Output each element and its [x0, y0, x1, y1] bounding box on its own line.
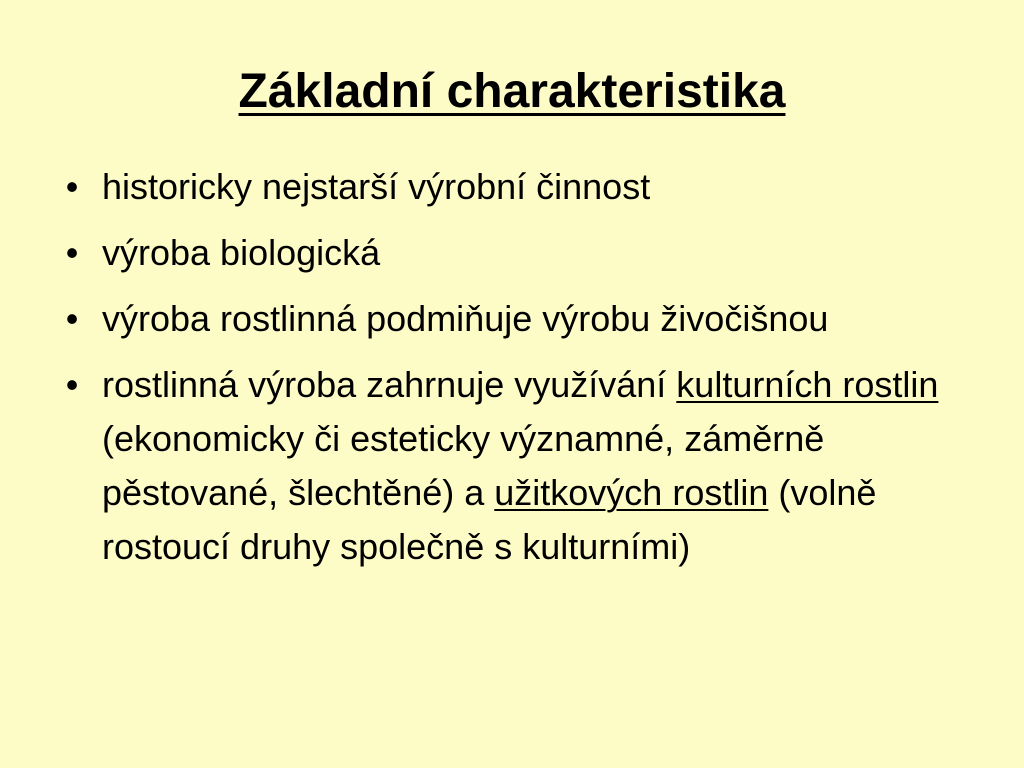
- bullet-text-segment: (ekonomicky či esteticky významné, záměrně pěstované, šlechtěné) a: [102, 418, 825, 513]
- bullet-icon: •: [65, 166, 79, 207]
- slide-title: Základní charakteristika: [238, 65, 786, 118]
- bullet-list: [60, 160, 980, 586]
- bullet-text: výroba biologická: [102, 232, 381, 273]
- kulturni-rostliny-link[interactable]: kulturních rostlin: [676, 364, 939, 405]
- bullet-text-segment: rostlinná výroba zahrnuje využívání: [102, 364, 677, 405]
- bullet-icon: •: [65, 298, 79, 339]
- bullet-text-segment: (volně rostoucí druhy společně s kulturními): [102, 472, 877, 567]
- bullet-icon: •: [65, 232, 79, 273]
- bullet-text: [102, 364, 938, 567]
- bullet-item: [60, 358, 980, 574]
- bullet-item: [60, 226, 980, 280]
- bullet-item: [60, 292, 980, 346]
- uzitkove-rostliny-link[interactable]: užitkových rostlin: [494, 472, 769, 513]
- bullet-text: historicky nejstarší výrobní činnost: [102, 166, 651, 207]
- bullet-icon: •: [65, 364, 79, 405]
- bullet-text: výroba rostlinná podmiňuje výrobu živočišnou: [102, 298, 829, 339]
- bullet-item: [60, 160, 980, 214]
